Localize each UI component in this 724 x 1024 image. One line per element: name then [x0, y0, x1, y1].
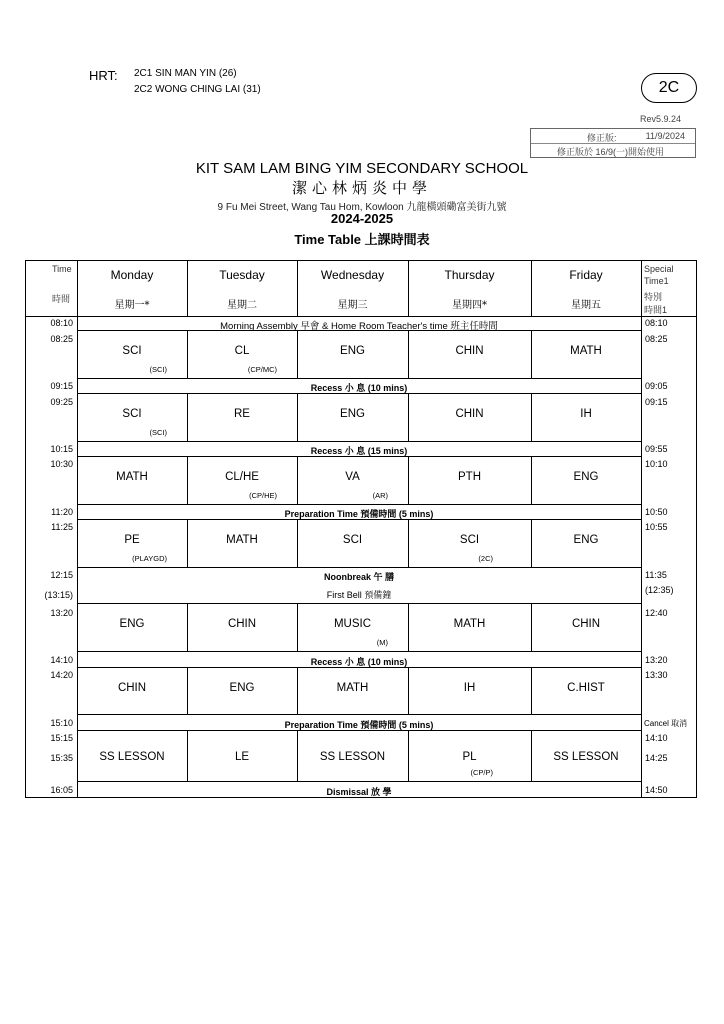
room-monday-period-1: (SCI) — [149, 365, 167, 374]
lesson-monday-period-5: ENG — [119, 618, 145, 630]
preparation-bar-2: Preparation Time 預備時間 (5 mins) — [284, 720, 434, 730]
row-line — [77, 567, 641, 568]
lesson-friday-period-1: MATH — [570, 345, 602, 357]
lesson-monday-period-4: PE — [124, 534, 140, 546]
lesson-tuesday-period-1: CL — [234, 345, 250, 357]
lesson-wednesday-period-5: MUSIC — [333, 618, 372, 630]
lesson-tuesday-period-4: MATH — [226, 534, 258, 546]
day-tuesday: Tuesday — [219, 268, 265, 282]
grid-border-right — [696, 260, 697, 798]
time-header-en: Time — [52, 264, 72, 274]
special-header-en2: Time1 — [644, 276, 669, 286]
day-wednesday: Wednesday — [320, 268, 385, 282]
lesson-tuesday-period-2: RE — [234, 408, 250, 420]
room-tuesday-period-1: (CP/MC) — [247, 365, 277, 374]
room-monday-period-4: (PLAYGD) — [132, 554, 167, 563]
special-time-1450: 14:50 — [645, 785, 668, 795]
special-time-1410: 14:10 — [645, 733, 668, 743]
special-header-en1: Special — [644, 264, 674, 274]
recess-bar-1: Recess 小 息 (10 mins) — [310, 383, 408, 393]
row-line — [77, 441, 641, 442]
special-time-1425: 14:25 — [645, 753, 668, 763]
lesson-friday-period-7: SS LESSON — [553, 751, 619, 763]
time-1030: 10:30 — [50, 459, 73, 469]
school-address: 9 Fu Mei Street, Wang Tau Hom, Kowloon 九龍橫頭磡富美街九號 — [217, 202, 507, 213]
time-0915: 09:15 — [50, 381, 73, 391]
time-0810: 08:10 — [50, 318, 73, 328]
header-divider — [25, 316, 697, 317]
lesson-thursday-period-4: SCI — [459, 534, 480, 546]
special-time-0825: 08:25 — [645, 334, 668, 344]
lesson-monday-period-3: MATH — [116, 471, 148, 483]
row-line — [77, 781, 641, 782]
revision-effective: 修正版於 16/9(一)開始使用 — [557, 147, 665, 157]
room-thursday-period-7: (CP/P) — [470, 768, 493, 777]
lesson-friday-period-6: C.HIST — [567, 682, 605, 694]
hrt-teacher-1: 2C1 SIN MAN YIN (26) — [134, 68, 237, 79]
room-wednesday-period-3: (AR) — [372, 491, 388, 500]
special-time-1235-bell: (12:35) — [645, 585, 674, 595]
time-1515: 15:15 — [50, 733, 73, 743]
recess-bar-3: Recess 小 息 (10 mins) — [310, 657, 408, 667]
lesson-thursday-period-3: PTH — [458, 471, 481, 483]
lesson-thursday-period-1: CHIN — [455, 345, 484, 357]
row-line — [77, 714, 641, 715]
lesson-wednesday-period-1: ENG — [340, 345, 365, 357]
time-1215: 12:15 — [50, 570, 73, 580]
time-1420: 14:20 — [50, 670, 73, 680]
lesson-friday-period-2: IH — [580, 408, 592, 420]
special-time-1330: 13:30 — [645, 670, 668, 680]
col-sep-special — [641, 260, 642, 798]
special-time-1135: 11:35 — [645, 570, 667, 580]
lesson-wednesday-period-7: SS LESSON — [319, 751, 386, 763]
row-line — [77, 378, 641, 379]
time-1315-bell: (13:15) — [44, 590, 73, 600]
room-thursday-period-4: (2C) — [478, 554, 493, 563]
lesson-wednesday-period-6: MATH — [336, 682, 369, 694]
special-time-0915: 09:15 — [645, 397, 668, 407]
lesson-friday-period-3: ENG — [573, 471, 599, 483]
day-friday: Friday — [569, 268, 603, 282]
row-line — [77, 603, 641, 604]
lesson-wednesday-period-3: VA — [345, 471, 360, 483]
lesson-tuesday-period-5: CHIN — [227, 618, 257, 630]
lesson-monday-period-1: SCI — [122, 345, 142, 357]
special-time-0905: 09:05 — [645, 381, 668, 391]
preparation-bar-1: Preparation Time 預備時間 (5 mins) — [284, 509, 434, 519]
room-wednesday-period-5: (M) — [376, 638, 388, 647]
lesson-friday-period-4: ENG — [573, 534, 599, 546]
class-badge: 2C — [641, 73, 697, 103]
time-header-zh: 時間 — [52, 294, 71, 304]
lesson-tuesday-period-7: LE — [234, 751, 250, 763]
lesson-tuesday-period-6: ENG — [229, 682, 255, 694]
day-tuesday-zh: 星期二 — [227, 300, 257, 311]
timetable-grid — [25, 260, 697, 798]
time-1125: 11:25 — [51, 522, 73, 532]
lesson-thursday-period-2: CHIN — [455, 408, 484, 420]
grid-border-top — [25, 260, 697, 261]
room-monday-period-2: (SCI) — [149, 428, 167, 437]
special-time-cancel: Cancel 取消 — [644, 719, 688, 728]
special-time-0955: 09:55 — [645, 444, 668, 454]
day-thursday-zh: 星期四* — [452, 300, 487, 311]
day-wednesday-zh: 星期三 — [337, 300, 368, 311]
special-time-0810: 08:10 — [645, 318, 668, 328]
lesson-thursday-period-7: PL — [462, 751, 477, 763]
time-1120: 11:20 — [51, 507, 73, 517]
special-time-1050: 10:50 — [645, 507, 668, 517]
time-1320: 13:20 — [50, 608, 73, 618]
school-name-zh: 潔心林炳炎中學 — [291, 179, 432, 197]
room-tuesday-period-3: (CP/HE) — [249, 491, 277, 500]
lesson-thursday-period-6: IH — [463, 682, 476, 694]
first-bell-bar: First Bell 預備鐘 — [326, 590, 392, 600]
time-1015: 10:15 — [50, 444, 73, 454]
school-name-en: KIT SAM LAM BING YIM SECONDARY SCHOOL — [195, 160, 529, 177]
lesson-wednesday-period-4: SCI — [342, 534, 363, 546]
time-1605: 16:05 — [50, 785, 73, 795]
revised-label: 修正版: — [587, 133, 617, 143]
lesson-monday-period-6: CHIN — [117, 682, 147, 694]
assembly-bar: Morning Assembly 早會 & Home Room Teacher's time 班主任時間 — [220, 321, 498, 332]
lesson-thursday-period-5: MATH — [453, 618, 486, 630]
row-line — [77, 504, 641, 505]
noonbreak-bar: Noonbreak 午 膳 — [323, 572, 394, 582]
special-header-zh2: 時間1 — [644, 305, 668, 315]
lesson-monday-period-7: SS LESSON — [99, 751, 165, 763]
day-monday: Monday — [110, 268, 154, 282]
special-header-zh1: 特別 — [644, 292, 663, 302]
revision-divider — [531, 143, 695, 144]
time-1410: 14:10 — [50, 655, 73, 665]
lesson-tuesday-period-3: CL/HE — [225, 471, 259, 483]
lesson-friday-period-5: CHIN — [571, 618, 601, 630]
school-year: 2024-2025 — [330, 211, 394, 226]
time-0825: 08:25 — [50, 334, 73, 344]
day-monday-zh: 星期一* — [114, 300, 150, 311]
row-line — [77, 651, 641, 652]
special-time-1240: 12:40 — [645, 608, 668, 618]
revision-version: Rev5.9.24 — [640, 114, 682, 124]
special-time-1320: 13:20 — [645, 655, 668, 665]
lesson-monday-period-2: SCI — [122, 408, 142, 420]
special-time-1055: 10:55 — [645, 522, 668, 532]
revision-box — [530, 128, 696, 158]
time-1510: 15:10 — [50, 718, 73, 728]
timetable-title: Time Table 上課時間表 — [294, 232, 430, 247]
time-0925: 09:25 — [50, 397, 73, 407]
time-1535: 15:35 — [50, 753, 73, 763]
hrt-teacher-2: 2C2 WONG CHING LAI (31) — [134, 84, 261, 95]
special-time-1010: 10:10 — [645, 459, 668, 469]
day-friday-zh: 星期五 — [571, 300, 601, 311]
recess-bar-2: Recess 小 息 (15 mins) — [310, 446, 408, 456]
hrt-label: HRT: — [89, 68, 118, 83]
day-thursday: Thursday — [444, 268, 495, 282]
lesson-wednesday-period-2: ENG — [340, 408, 365, 420]
revised-date: 11/9/2024 — [645, 131, 685, 141]
dismissal-bar: Dismissal 放 學 — [326, 787, 392, 797]
